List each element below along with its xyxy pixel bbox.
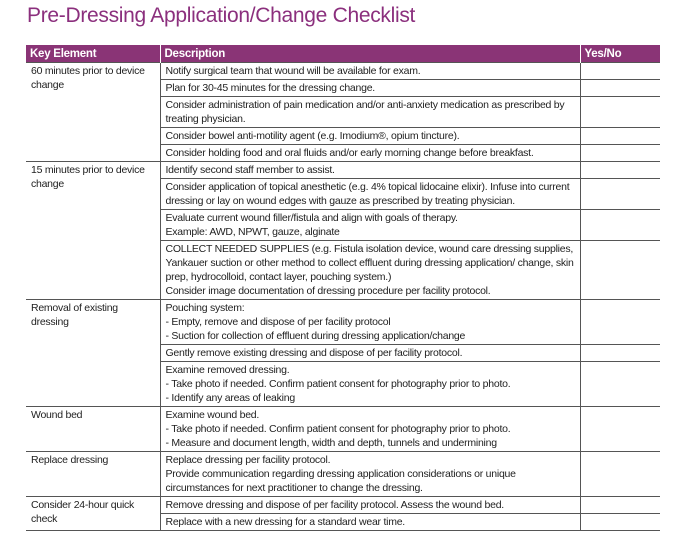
description-line: Consider administration of pain medication and/or anti-anxiety medication as prescribed by treating physician. <box>165 99 565 125</box>
yes-no-cell[interactable] <box>580 514 660 531</box>
description-cell <box>160 497 580 514</box>
header-row <box>26 45 660 63</box>
description-line: Consider image documentation of dressing procedure per facility protocol. <box>165 285 491 297</box>
table-row <box>26 407 660 452</box>
checklist-table <box>26 45 660 531</box>
description-cell <box>160 97 580 128</box>
description-cell <box>160 241 580 300</box>
yes-no-cell[interactable] <box>580 452 660 497</box>
yes-no-cell[interactable] <box>580 145 660 162</box>
description-line: Notify surgical team that wound will be available for exam. <box>165 65 421 77</box>
key-element-cell: 60 minutes prior to device change <box>26 63 160 162</box>
yes-no-cell[interactable] <box>580 407 660 452</box>
header-yes-no: Yes/No <box>580 45 660 63</box>
yes-no-cell[interactable] <box>580 97 660 128</box>
description-line: Pouching system: <box>165 302 245 314</box>
description-line: Example: AWD, NPWT, gauze, alginate <box>165 226 340 238</box>
description-line: - Identify any areas of leaking <box>165 392 295 404</box>
description-line: Evaluate current wound filler/fistula and align with goals of therapy. <box>165 212 458 224</box>
key-element-cell: 15 minutes prior to device change <box>26 162 160 300</box>
key-element-cell: Wound bed <box>26 407 160 452</box>
description-line: Examine wound bed. <box>165 409 260 421</box>
yes-no-cell[interactable] <box>580 80 660 97</box>
description-line: Consider holding food and oral fluids and/or early morning change before breakfast. <box>165 147 534 159</box>
description-line: - Measure and document length, width and depth, tunnels and undermining <box>165 437 497 449</box>
key-element-cell: Consider 24-hour quick check <box>26 497 160 531</box>
description-line: Consider application of topical anesthetic (e.g. 4% topical lidocaine elixir). Infuse into current dressing or lay on wound edges with gauze as prescribed by treating physician. <box>165 181 570 207</box>
yes-no-cell[interactable] <box>580 63 660 80</box>
description-cell <box>160 63 580 80</box>
description-cell <box>160 162 580 179</box>
checklist-body <box>26 63 660 531</box>
header-key-element: Key Element <box>26 45 160 63</box>
description-line: Provide communication regarding dressing application considerations or unique circumstances for next practitioner to change the dressing. <box>165 468 516 494</box>
description-cell <box>160 514 580 531</box>
description-line: COLLECT NEEDED SUPPLIES (e.g. Fistula isolation device, wound care dressing supplies, Yankauer suction or other method to collect effluent during dressing application/ change, skin prep, hydrocolloid, contact layer, pouching system.) <box>165 243 574 283</box>
description-line: Replace dressing per facility protocol. <box>165 454 331 466</box>
yes-no-cell[interactable] <box>580 362 660 407</box>
description-line: Remove dressing and dispose of per facility protocol. Assess the wound bed. <box>165 499 504 511</box>
header-description: Description <box>160 45 580 63</box>
description-line: Gently remove existing dressing and dispose of per facility protocol. <box>165 347 463 359</box>
description-line: Plan for 30-45 minutes for the dressing change. <box>165 82 375 94</box>
yes-no-cell[interactable] <box>580 345 660 362</box>
yes-no-cell[interactable] <box>580 179 660 210</box>
key-element-cell: Replace dressing <box>26 452 160 497</box>
yes-no-cell[interactable] <box>580 497 660 514</box>
description-line: - Take photo if needed. Confirm patient consent for photography prior to photo. <box>165 378 511 390</box>
description-line: - Empty, remove and dispose of per facility protocol <box>165 316 391 328</box>
description-cell <box>160 128 580 145</box>
description-cell <box>160 210 580 241</box>
page-title: Pre-Dressing Application/Change Checklist <box>27 4 416 27</box>
table-row <box>26 452 660 497</box>
yes-no-cell[interactable] <box>580 162 660 179</box>
description-line: Examine removed dressing. <box>165 364 290 376</box>
yes-no-cell[interactable] <box>580 128 660 145</box>
description-line: Identify second staff member to assist. <box>165 164 335 176</box>
description-cell <box>160 345 580 362</box>
description-line: - Take photo if needed. Confirm patient consent for photography prior to photo. <box>165 423 511 435</box>
description-cell <box>160 300 580 345</box>
table-row <box>26 300 660 345</box>
description-line: Replace with a new dressing for a standard wear time. <box>165 516 405 528</box>
yes-no-cell[interactable] <box>580 210 660 241</box>
yes-no-cell[interactable] <box>580 300 660 345</box>
description-cell <box>160 452 580 497</box>
description-cell <box>160 80 580 97</box>
description-cell <box>160 145 580 162</box>
description-line: - Suction for collection of effluent during dressing application/change <box>165 330 466 342</box>
description-line: Consider bowel anti-motility agent (e.g. Imodium®, opium tincture). <box>165 130 460 142</box>
description-cell <box>160 179 580 210</box>
yes-no-cell[interactable] <box>580 241 660 300</box>
table-row <box>26 63 660 80</box>
table-row <box>26 497 660 514</box>
description-cell <box>160 407 580 452</box>
table-row <box>26 162 660 179</box>
description-cell <box>160 362 580 407</box>
key-element-cell: Removal of existing dressing <box>26 300 160 407</box>
